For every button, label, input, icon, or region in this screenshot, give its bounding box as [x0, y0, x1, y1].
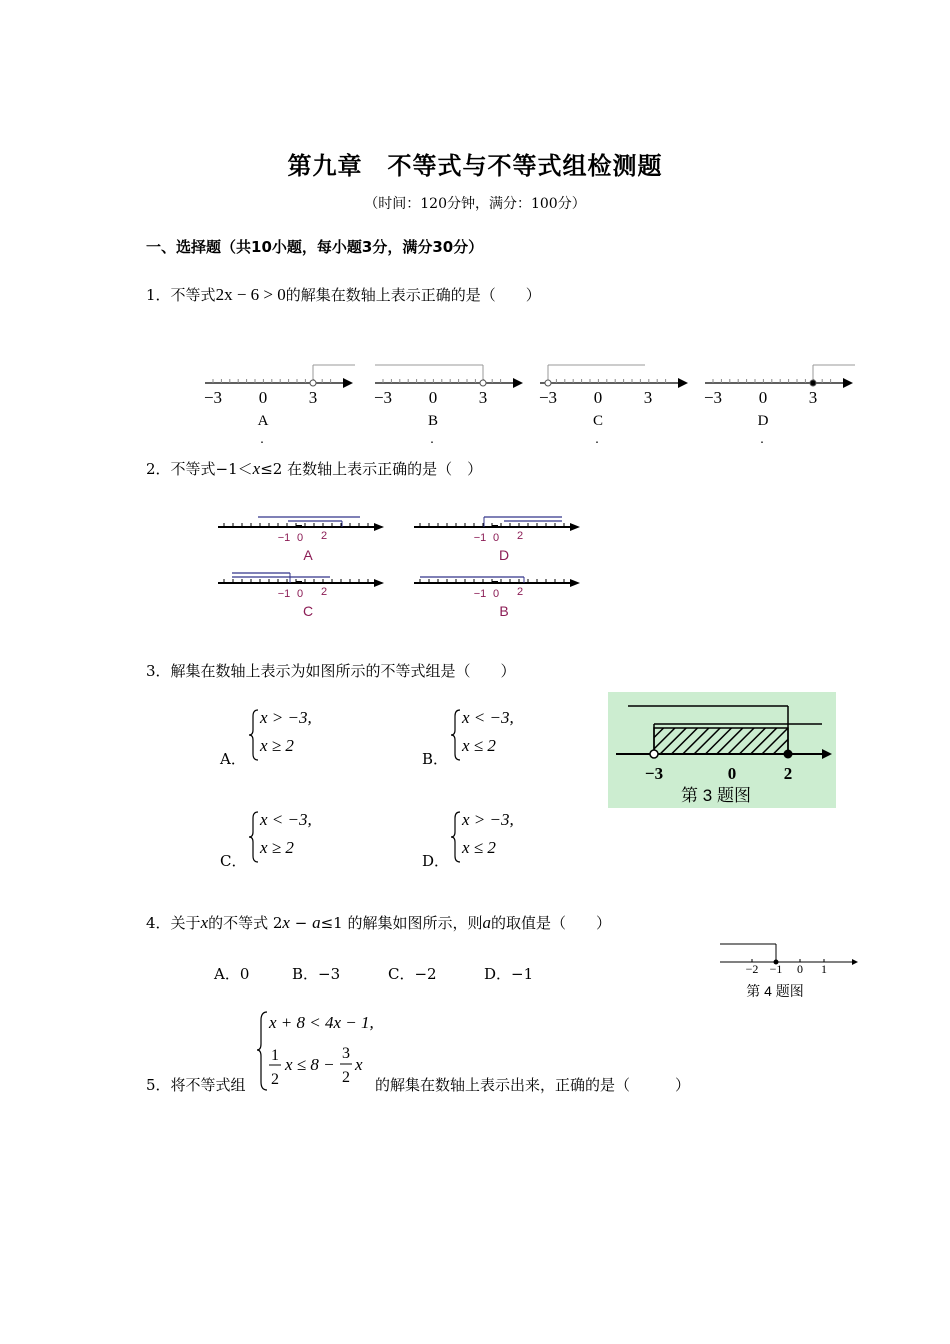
variable: x [282, 913, 290, 932]
number-line [374, 365, 523, 447]
option-dot: . [760, 432, 764, 447]
tick-label: 2 [516, 530, 524, 542]
tick-label: 3 [808, 388, 818, 407]
tick-label: 2 [320, 530, 328, 542]
question-4 [146, 912, 611, 933]
option-letter: A． [220, 750, 246, 768]
tick-label: −3 [538, 388, 558, 407]
figure-caption: 第 3 题图 [681, 786, 751, 805]
condition-2: x ≤ 2 [462, 736, 496, 755]
condition-1: x < −3, [462, 708, 514, 727]
open-point [650, 750, 658, 758]
tick-label: 0 [593, 388, 603, 407]
option-dot: . [595, 432, 599, 447]
option-letter: D [498, 547, 510, 563]
tick-label: 0 [492, 588, 500, 600]
q3-option[interactable] [422, 808, 562, 868]
tick-label: 0 [758, 388, 768, 407]
tick-label: 0 [428, 388, 438, 407]
tick-label: −1 [277, 532, 291, 544]
origin-mark [296, 581, 302, 584]
tick-label: 0 [296, 588, 304, 600]
page-title: 第九章 不等式与不等式组检测题 [287, 152, 663, 180]
tick-label: −1 [277, 588, 291, 600]
number-line [218, 517, 384, 563]
axis-arrow [374, 579, 384, 587]
tick-label: −3 [703, 388, 723, 407]
tick-label: 2 [783, 764, 793, 783]
question-text: 的取值是（ ） [490, 914, 611, 932]
number-line [704, 365, 855, 447]
condition-1: x > −3, [260, 708, 312, 727]
q3-option[interactable] [220, 808, 360, 868]
tick-label: 3 [643, 388, 653, 407]
axis-arrow [343, 378, 353, 388]
open-point [310, 380, 316, 386]
axis-arrow [843, 378, 853, 388]
question-3 [146, 660, 516, 681]
q4-options [214, 963, 533, 984]
figure-4 [715, 940, 865, 1002]
tick-label: 3 [478, 388, 488, 407]
open-point [545, 380, 551, 386]
figure-3 [608, 692, 836, 808]
fraction-denominator: 2 [271, 1071, 279, 1088]
hatched-region [654, 728, 788, 754]
fraction-numerator: 1 [271, 1047, 279, 1064]
number-line [414, 577, 580, 619]
option-a[interactable]: A．0 [214, 965, 250, 983]
tick-label: 0 [258, 388, 268, 407]
origin-mark [296, 525, 302, 528]
question-text: ≤1 的解集如图所示，则 [320, 914, 483, 932]
question-text: 将不等式组 [170, 1076, 246, 1094]
axis-arrow [570, 523, 580, 531]
q1-number-lines [195, 355, 855, 450]
condition-2: x ≥ 2 [260, 838, 294, 857]
q5-system [255, 1008, 380, 1092]
variable: x [252, 459, 261, 478]
option-letter: B [499, 603, 509, 619]
question-text: 不等式 [170, 286, 216, 304]
question-number: 3． [146, 662, 171, 680]
tick-label: −2 [745, 962, 759, 976]
axis-arrow [513, 378, 523, 388]
tick-label: 0 [492, 532, 500, 544]
question-5 [146, 1074, 246, 1095]
number-line [414, 517, 580, 563]
question-number: 4． [146, 914, 171, 932]
condition-2: x ≥ 2 [260, 736, 294, 755]
exam-info: （时间：120分钟，满分：100分） [364, 196, 586, 212]
number-line [204, 365, 355, 447]
tick-label: −3 [644, 764, 664, 783]
inequality-line-2: x ≤ 8 − [285, 1055, 335, 1074]
number-line [539, 365, 688, 447]
open-point [480, 380, 486, 386]
tick-label: 0 [797, 962, 803, 976]
option-c[interactable]: C．−2 [388, 965, 437, 983]
question-text: ≤2 在数轴上表示正确的是（ ） [260, 460, 483, 478]
option-letter: A [303, 547, 313, 563]
option-letter: C． [220, 852, 247, 870]
variable: a [312, 913, 321, 932]
fraction-numerator: 3 [342, 1045, 350, 1062]
q3-option[interactable] [422, 706, 562, 766]
figure-caption: 第 4 题图 [746, 983, 804, 999]
option-letter: A [257, 413, 269, 429]
option-letter: C [592, 413, 604, 429]
question-number: 1． [146, 286, 171, 304]
option-letter: D [757, 413, 769, 429]
inequality-line-1: x + 8 < 4x − 1, [269, 1013, 374, 1032]
option-letter: D． [422, 852, 450, 870]
tick-label: 0 [296, 532, 304, 544]
axis-arrow [852, 959, 858, 965]
brace [257, 1012, 267, 1090]
question-number: 5． [146, 1076, 171, 1094]
variable: x [355, 1055, 363, 1074]
number-line [218, 573, 384, 619]
question-text: 关于 [170, 914, 201, 932]
question-5-tail: 的解集在数轴上表示出来，正确的是（ ） [375, 1076, 691, 1094]
tick-label: −1 [769, 962, 783, 976]
condition-2: x ≤ 2 [462, 838, 496, 857]
question-text: 的不等式 2 [208, 914, 283, 932]
option-letter: C [302, 603, 314, 619]
option-b[interactable]: B．−3 [292, 965, 341, 983]
q3-option[interactable] [220, 706, 360, 766]
tick-label: −3 [373, 388, 393, 407]
tick-label: −1 [473, 532, 487, 544]
variable: a [482, 913, 491, 932]
axis-arrow [374, 523, 384, 531]
closed-point [810, 380, 816, 386]
question-1 [146, 284, 541, 305]
option-dot: . [430, 432, 434, 447]
question-text: 的解集在数轴上表示正确的是（ ） [285, 286, 541, 304]
tick-label: 2 [516, 586, 524, 598]
condition-1: x < −3, [260, 810, 312, 829]
tick-label: −1 [473, 588, 487, 600]
condition-1: x > −3, [462, 810, 514, 829]
question-text: − [289, 914, 313, 932]
closed-point [784, 750, 793, 759]
question-2 [146, 458, 482, 479]
option-dot: . [260, 432, 264, 447]
tick-label: 2 [320, 586, 328, 598]
q2-number-lines [210, 505, 590, 630]
question-number: 2． [146, 460, 171, 478]
option-letter: B． [422, 750, 449, 768]
tick-label: 3 [308, 388, 318, 407]
question-text: 不等式−1＜ [170, 460, 253, 478]
tick-label: 0 [727, 764, 737, 783]
origin-mark [492, 581, 498, 584]
option-d[interactable]: D．−1 [484, 965, 534, 983]
origin-mark [492, 525, 498, 528]
variable: x [200, 913, 209, 932]
axis-arrow [570, 579, 580, 587]
question-text: 解集在数轴上表示为如图所示的不等式组是（ ） [170, 662, 516, 680]
tick-label: −3 [203, 388, 223, 407]
option-letter: B [427, 413, 439, 429]
axis-arrow [678, 378, 688, 388]
tick-label: 1 [821, 962, 827, 976]
math-expression: 2x − 6 > 0 [215, 285, 286, 304]
fraction-denominator: 2 [342, 1069, 350, 1086]
section-heading: 一、选择题（共10小题，每小题3分，满分30分） [146, 238, 484, 256]
